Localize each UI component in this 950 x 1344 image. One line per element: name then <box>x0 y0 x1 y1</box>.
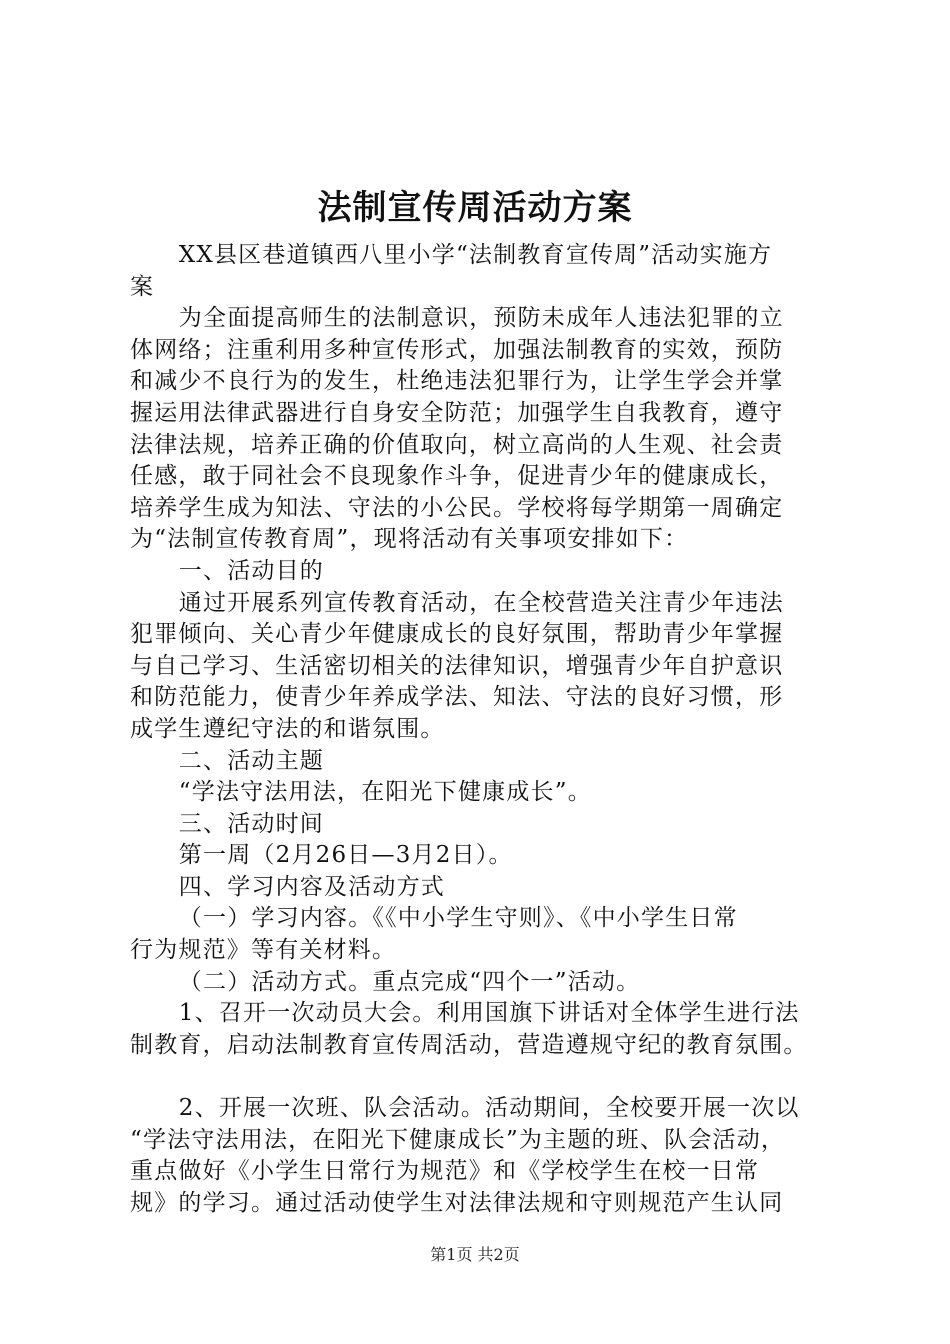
body-line: 为“法制宣传教育周”，现将活动有关事项安排如下： <box>130 526 689 553</box>
body-line: “学法守法用法，在阳光下健康成长”为主题的班、队会活动， <box>130 1126 786 1153</box>
body-line: 2、开展一次班、队会活动。活动期间，全校要开展一次以 <box>178 1095 800 1122</box>
body-line: “学法守法用法，在阳光下健康成长”。 <box>178 779 592 806</box>
body-line: 体网络；注重利用多种宣传形式，加强法制教育的实效，预防 <box>130 336 784 363</box>
body-line: 三、活动时间 <box>178 810 324 837</box>
document-title: 法制宣传周活动方案 <box>317 188 633 228</box>
body-line: 规》的学习。通过活动使学生对法律法规和守则规范产生认同 <box>130 1189 784 1216</box>
body-line: 培养学生成为知法、守法的小公民。学校将每学期第一周确定 <box>130 494 784 521</box>
body-line: 与自己学习、生活密切相关的法律知识，增强青少年自护意识 <box>130 652 784 679</box>
blank-line <box>130 1061 835 1093</box>
body-line: 四、学习内容及活动方式 <box>178 873 445 900</box>
body-line: 通过开展系列宣传教育活动，在全校营造关注青少年违法 <box>178 589 784 616</box>
body-line: 为全面提高师生的法制意识，预防未成年人违法犯罪的立 <box>178 305 784 332</box>
document-body <box>130 240 835 1219</box>
body-line: 1、召开一次动员大会。利用国旗下讲话对全体学生进行法 <box>178 1000 800 1027</box>
body-line: 制教育，启动法制教育宣传周活动，营造遵规守纪的教育氛围。 <box>130 1031 808 1058</box>
body-line: 成学生遵纪守法的和谐氛围。 <box>130 715 445 742</box>
page-indicator: 第1页 共2页 <box>430 1245 520 1264</box>
body-line: 一、活动目的 <box>178 557 324 584</box>
body-line: 重点做好《小学生日常行为规范》和《学校学生在校一日常 <box>130 1158 760 1185</box>
body-line: 案 <box>130 273 155 300</box>
body-line: 法律法规，培养正确的价值取向，树立高尚的人生观、社会责 <box>130 431 784 458</box>
body-line: 二、活动主题 <box>178 747 324 774</box>
body-line: 和减少不良行为的发生，杜绝违法犯罪行为，让学生学会并掌 <box>130 368 784 395</box>
body-line: 犯罪倾向、关心青少年健康成长的良好氛围，帮助青少年掌握 <box>130 621 784 648</box>
body-line: 第一周（2月26日—3月2日）。 <box>178 842 513 869</box>
body-line: （一）学习内容。《《中小学生守则》、《中小学生日常 <box>178 905 738 932</box>
body-line: 任感，敢于同社会不良现象作斗争，促进青少年的健康成长， <box>130 463 784 490</box>
body-line: 行为规范》等有关材料。 <box>130 937 397 964</box>
body-line: （二）活动方式。重点完成“四个一”活动。 <box>178 968 641 995</box>
body-line: 握运用法律武器进行自身安全防范；加强学生自我教育，遵守 <box>130 399 784 426</box>
body-line: 和防范能力，使青少年养成学法、知法、守法的良好习惯，形 <box>130 684 784 711</box>
body-line: XX县区巷道镇西八里小学“法制教育宣传周”活动实施方 <box>178 242 773 268</box>
